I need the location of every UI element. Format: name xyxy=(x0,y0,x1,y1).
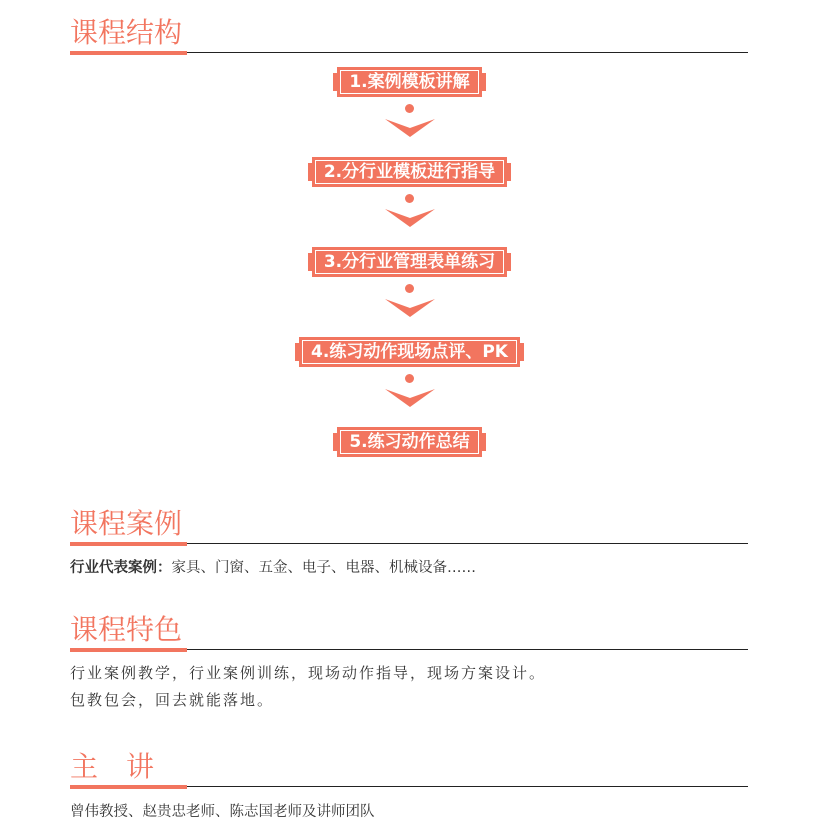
dot-icon xyxy=(405,284,414,293)
step-label: 4.练习动作现场点评、PK xyxy=(299,337,520,367)
features-line-2: 包教包会，回去就能落地。 xyxy=(70,691,275,709)
dot-icon xyxy=(405,194,414,203)
chevron-shape xyxy=(385,388,435,408)
section-title-text: 课程特色 xyxy=(70,613,183,646)
section-title-structure xyxy=(70,12,748,53)
section-title-cases xyxy=(70,503,748,544)
title-underline-bar xyxy=(70,785,187,789)
chevron-down-icon xyxy=(385,284,435,320)
step-label: 5.练习动作总结 xyxy=(337,427,481,457)
chevron-shape xyxy=(385,118,435,138)
section-title-text: 主 讲 xyxy=(70,750,155,783)
cases-label: 行业代表案例： xyxy=(70,560,172,576)
title-underline-bar xyxy=(70,542,187,546)
step-label: 2.分行业模板进行指导 xyxy=(312,157,507,187)
chevron-shape xyxy=(385,298,435,318)
section-title-speakers xyxy=(70,746,748,787)
dot-icon xyxy=(405,374,414,383)
section-title-text: 课程结构 xyxy=(70,16,183,49)
title-underline-bar xyxy=(70,648,187,652)
flow-step-3 xyxy=(0,247,819,277)
speakers-text: 曾伟教授、赵贵忠老师、陈志国老师及讲师团队 xyxy=(70,804,375,820)
cases-text: 家具、门窗、五金、电子、电器、机械设备…… xyxy=(171,560,476,576)
dot-icon xyxy=(405,104,414,113)
flow-step-2 xyxy=(0,157,819,187)
title-underline-bar xyxy=(70,51,187,55)
step-label: 1.案例模板讲解 xyxy=(337,67,481,97)
flow-step-4 xyxy=(0,337,819,367)
chevron-shape xyxy=(385,208,435,228)
flow-step-1 xyxy=(0,67,819,97)
step-label: 3.分行业管理表单练习 xyxy=(312,247,507,277)
section-title-text: 课程案例 xyxy=(70,507,183,540)
chevron-down-icon xyxy=(385,104,435,140)
chevron-down-icon xyxy=(385,194,435,230)
flow-step-5 xyxy=(0,427,819,457)
features-line-1: 行业案例教学，行业案例训练，现场动作指导，现场方案设计。 xyxy=(70,664,547,682)
cases-line xyxy=(70,556,476,577)
chevron-down-icon xyxy=(385,374,435,410)
section-title-features xyxy=(70,609,748,650)
